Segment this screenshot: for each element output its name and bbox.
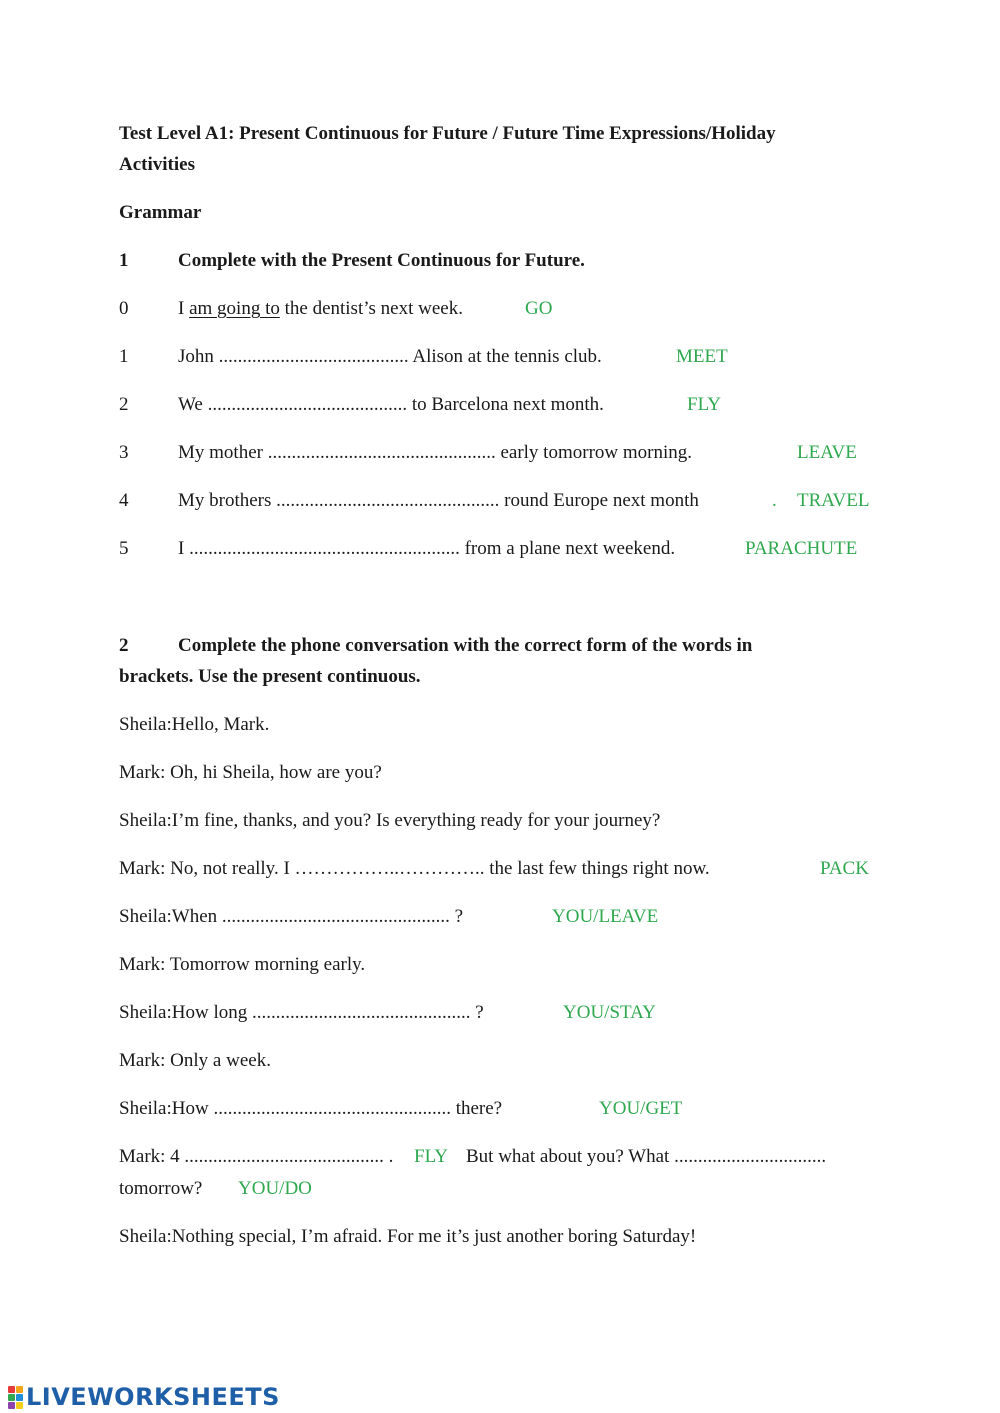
dialogue-line: Sheila:Hello, Mark. [119, 714, 270, 735]
fill-in-sentence[interactable]: We .......................................... to Barcelona next month. [178, 394, 604, 415]
item-number: 2 [119, 394, 129, 415]
trailing-dot: . [772, 490, 777, 511]
fill-in-sentence[interactable]: I ......................................................... from a plane next weekend. [178, 538, 676, 559]
verb-hint: MEET [676, 346, 728, 367]
dialogue-line: tomorrow? [119, 1178, 203, 1199]
verb-hint: PARACHUTE [745, 538, 858, 559]
verb-hint: YOU/GET [599, 1098, 683, 1119]
exercise2-instruction-line-1: Complete the phone conversation with the correct form of the words in [178, 635, 753, 656]
verb-hint: GO [525, 298, 553, 319]
title-line-2: Activities [119, 154, 195, 175]
verb-hint: TRAVEL [797, 490, 870, 511]
section-heading: Grammar [119, 202, 202, 223]
dialogue-line: Sheila:I’m fine, thanks, and you? Is everything ready for your journey? [119, 810, 661, 831]
verb-hint: YOU/LEAVE [552, 906, 659, 927]
fill-in-sentence[interactable]: My brothers ............................................... round Europe next month [178, 490, 699, 511]
exercise1-number: 1 [119, 250, 129, 271]
fill-in-sentence[interactable]: John ........................................ Alison at the tennis club. [178, 346, 602, 367]
logo-text: LIVEWORKSHEETS [26, 1383, 280, 1411]
verb-hint: PACK [820, 858, 869, 879]
logo-blocks-icon [8, 1386, 23, 1409]
verb-hint: YOU/STAY [563, 1002, 656, 1023]
dialogue-fill-line[interactable]: Mark: No, not really. I ……………..………….. the last few things right now. [119, 858, 710, 879]
dialogue-line: Sheila:Nothing special, I’m afraid. For me it’s just another boring Saturday! [119, 1226, 697, 1247]
verb-hint: FLY [687, 394, 721, 415]
item-number: 1 [119, 346, 129, 367]
fill-in-sentence[interactable]: My mother ................................................ early tomorrow morning. [178, 442, 693, 463]
exercise1-instruction: Complete with the Present Continuous for Future. [178, 250, 585, 271]
dialogue-fill-continuation[interactable]: But what about you? What ................................ [466, 1146, 827, 1167]
exercise2-number: 2 [119, 635, 129, 656]
dialogue-fill-line[interactable]: Sheila:How long .............................................. ? [119, 1002, 484, 1023]
example-sentence [178, 299, 463, 318]
dialogue-fill-line[interactable]: Sheila:When ................................................ ? [119, 906, 464, 927]
example-pre: I [178, 298, 190, 319]
item-number: 4 [119, 490, 129, 511]
item-number: 5 [119, 538, 129, 559]
dialogue-line: Mark: Oh, hi Sheila, how are you? [119, 762, 382, 783]
example-post: the dentist’s next week. [279, 298, 463, 319]
verb-hint: LEAVE [797, 442, 857, 463]
title-line-1: Test Level A1: Present Continuous for Future / Future Time Expressions/Holiday [119, 123, 776, 144]
item-number: 0 [119, 298, 129, 319]
dialogue-fill-line[interactable]: Mark: 4 .......................................... . [119, 1146, 394, 1167]
liveworksheets-logo [8, 1384, 280, 1410]
verb-hint: FLY [414, 1146, 448, 1167]
item-number: 3 [119, 442, 129, 463]
verb-hint: YOU/DO [238, 1178, 312, 1199]
example-answer: am going to [189, 298, 280, 319]
dialogue-line: Mark: Only a week. [119, 1050, 271, 1071]
dialogue-fill-line[interactable]: Sheila:How .................................................. there? [119, 1098, 503, 1119]
dialogue-line: Mark: Tomorrow morning early. [119, 954, 366, 975]
exercise2-instruction-line-2: brackets. Use the present continuous. [119, 666, 421, 687]
